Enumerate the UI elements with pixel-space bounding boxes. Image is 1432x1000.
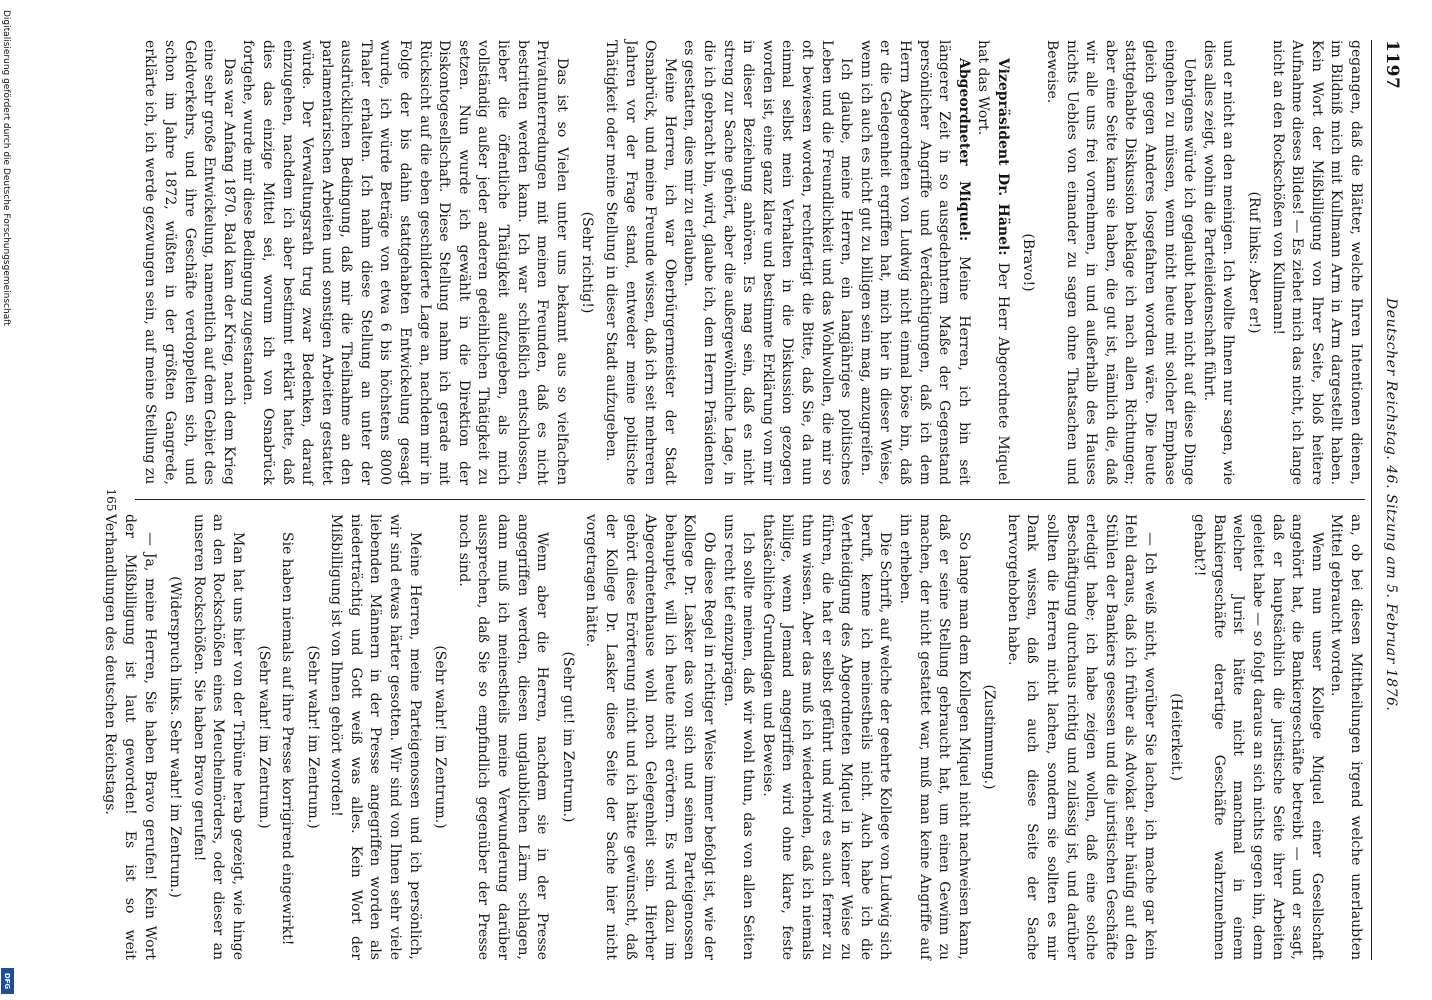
page-title: Deutscher Reichstag. 46. Sitzung am 5. Februar 1876. bbox=[1383, 297, 1399, 712]
digitization-sidebar bbox=[0, 0, 16, 1000]
paragraph: Wenn aber die Herren, nachdem sie in der Presse angegriffen werden, diesen unglaublichen Lärm schlagen, dann muß ich meinestheils meine Verwunderung darüber aussprechen, daß Sie so empfindlich gegenüber der Presse noch sind. bbox=[455, 514, 551, 960]
page-number: 1197 bbox=[1382, 40, 1402, 90]
paragraph: Das war Anfang 1870. Bald kam der Krieg, nach dem Krieg eine sehr große Entwickelung, namentlich auf dem Gebiet des Geldverkehrs, und ihre Geschäfte verdoppelten sich, und schon im Jahre 1872, wüßten in der größten Gangrede, erklärte ich, ich werde gezwungen sein, auf meine Stellung zu bbox=[142, 40, 237, 485]
interjection: (Sehr richtig!) bbox=[579, 211, 596, 314]
page-header bbox=[1371, 40, 1402, 960]
paragraph: Uebrigens würde ich geglaubt haben nicht auf diese Dinge eingehen zu müssen, wenn nicht heute mit solcher Emphase gleich gegen Anderes losgefahren worden wäre. Die heute stattgehabte Diskussion beklage ich nach allen Richtungen; aber eine Seite kann sie haben, die gut ist, nämlich die, daß wir alle uns frei vornehmen, in und außerhalb des Hauses nichts Uebles von einander zu sagen ohne Thatsachen und Beweise. bbox=[1044, 40, 1198, 485]
left-column bbox=[135, 40, 1365, 500]
sheet-number: 165 bbox=[104, 488, 118, 512]
paragraph: Wenn nun unser Kollege Miquel einer Gesellschaft angehört hat, die Bankiergeschäfte betreibt — und er sagt, daß er hauptsächlich die juristische Seite ihrer Arbeiten geleitet habe — so folgt daraus an sich nichts gegen ihn, denn welcher Jurist hätte nicht manchmal in einem Bankiergeschäfte derartige Geschäfte wahrzunehmen gehabt?! bbox=[1191, 514, 1325, 960]
paragraph: So lange man dem Kollegen Miquel nicht nachweisen kann, daß er seine Stellung gebraucht hat, um einen Gewinn zu machen, der nicht gestattet war, muß man keine Angriffe auf ihn erheben. bbox=[896, 514, 972, 960]
paragraph: und er nicht an den meinigen. Ich wollte Ihnen nur sagen, wie dies alles zeigt, wohin die Parteileidenschaft führt. bbox=[1200, 40, 1237, 485]
paragraph: Meine Herren, meine Parteigenossen und ich persönlich, wir sind etwas härter gesotten. Wir sind von Ihnen sehr viele liebenden Männern in der Presse angegriffen worden als niederträchtig und Gott weiß was alles. Kein Wort der Mißbilligung ist von Ihnen gehört worden! bbox=[328, 514, 423, 960]
paragraph: Ich glaube, meine Herren, ein langjähriges politisches Leben und die Freundlichkeit und das Wohlwollen, die mir so oft bewiesen worden, rechtfertigt die Bitte, daß Sie, da nun einmal selbst mein Verhalten in die Diskussion gezogen worden ist, eine ganz klare und bestimmte Erklärung von mir in dieser Beziehung anhören. Es mag sein, daß es nicht streng zur Sache gehört, aber die außergewöhnliche Lage, in die ich gebracht bin, wird, glaube ich, dem Herrn Präsidenten es gestatten, dies mir zu erlauben. bbox=[681, 40, 855, 485]
dfg-logo-text: DFG bbox=[3, 972, 12, 990]
paragraph: Man hat uns hier von der Tribüne herab gezeigt, wie hinge an den Rockschößen eines Meuchelmörders, oder dieser an unseren Rockschößen. Sie haben Bravo gerufen! bbox=[190, 514, 246, 960]
paragraph: Meine Herren, ich war Oberbürgermeister der Stadt Osnabrück, und meine Freunde wissen, daß ich seit mehreren Jahren vor der Frage stand, entweder meine politische Thätigkeit oder meine Stellung in dieser Stadt aufzugeben. bbox=[603, 40, 678, 485]
interjection: (Sehr wahr! im Zentrum.) bbox=[255, 645, 272, 829]
paragraph bbox=[855, 40, 973, 485]
paragraph: Ich sollte meinen, daß wir wohl thun, das von allen Seiten uns recht tief einzuprägen. bbox=[720, 514, 757, 960]
dfg-logo bbox=[1, 968, 14, 994]
paragraph: Das ist so Vielen unter uns bekannt aus so vielfachen Privatunterredungen mit meinen Freunden, daß es nicht bestritten werden kann. Ich war schließlich entschlossen, lieber die öffentliche Thätigkeit aufzugeben, als mich vollständig außer jeder anderen gedeihlichen Thätigkeit zu setzen. Nun wurde ich gewählt in die Direktion der Diskontogesellschaft. Diese Stellung nahm ich gerade mit Rücksicht auf die eben geschilderte Lage an, nachdem mir in Folge der bis dahin stattgehabten Entwickelung gesagt wurde, ich würde Beträge von etwa 6 bis höchstens 8000 Thaler erhalten. Ich nahm diese Stellung an unter der ausdrücklichen Bedingung, daß mir die Theilnahme an den parlamentarischen Arbeiten und sonstigen Arbeiten gestattet würde. Der Verwaltungsrath trug zwar Bedenken, darauf einzugehen, nachdem ich aber bestimmt erklärt hatte, daß dies das einzige Mittel sei, worum ich von Osnabrück fortgehe, wurde mir diese Bedingung zugestanden. bbox=[240, 40, 570, 485]
interjection: (Zustimmung.) bbox=[981, 684, 998, 790]
speaker-name: Abgeordneter Miquel: bbox=[955, 58, 972, 242]
paragraph: — Ja, meine Herren, Sie haben Bravo gerufen! Kein Wort der Mißbilligung ist laut geworden! Es ist so weit Verhandlungen des deutschen Reichstags. bbox=[102, 514, 158, 960]
speaker-text: Meine Herren, ich bin seit längerer Zeit in so ausgedehntem Maße der Gegenstand persönlicher Angriffe und Verdächtigungen, daß ich dem Herrn Abgeordneten von Ludwig nicht einmal böse bin, daß er die Gelegenheit ergriffen hat, mich hier in dieser Weise, wenn ich auch es nicht gut zu billigen sein mag, anzugreifen. bbox=[857, 40, 972, 485]
rotated-newspaper-page bbox=[100, 0, 1416, 1000]
interjection: (Widerspruch links. Sehr wahr! im Zentrum.) bbox=[167, 576, 184, 898]
paragraph: Sie haben niemals auf ihre Presse korrigirend eingewirkt! bbox=[279, 532, 296, 946]
paragraph bbox=[973, 40, 1012, 485]
speaker-text: Der Herr Abgeordnete Miquel hat das Wort. bbox=[975, 40, 1011, 485]
interjection: (Sehr gut! im Zentrum.) bbox=[559, 651, 576, 823]
paragraph: Ob diese Regel in richtiger Weise immer befolgt ist, wie der Kollege Dr. Lasker das von sich und seinen Parteigenossen behauptet, will ich heute nicht erörtern. Es wird dazu im Abgeordnetenhause wohl noch Gelegenheit sein. Hierher gehört diese Erörterung nicht und ich hätte gewünscht, daß der Kollege Dr. Lasker diese Seite der Sache hier nicht vorgetragen hätte. bbox=[583, 514, 717, 960]
paragraph: an, ob bei diesen Mittheilungen irgend welche unerlaubten Mittel gebraucht worden. bbox=[1328, 514, 1364, 960]
interjection: (Bravo!) bbox=[1020, 233, 1037, 292]
interjection: (Sehr wahr! im Zentrum.) bbox=[304, 645, 321, 829]
paragraph: gegangen, daß die Blätter, welche Ihren Intentionen dienen, im Bildniß mich mit Kullmann Arm in Arm dargestellt haben. Kein Wort der Mißbilligung von Ihrer Seite, bloß heitere Aufnahme dieses Bildes! — Es ziehet mich das nicht, ich lange nicht an den Rockschößen von Kullmann! bbox=[1269, 40, 1364, 485]
paragraph: — Ich weiß nicht, worüber Sie lachen, ich mache gar kein Hehl daraus, daß ich früher als Advokat sehr häufig auf den Stühlen der Bankiers gesessen und die juristischen Geschäfte erledigt habe; ich habe zeigen wollen, daß eine solche Beschäftigung durchaus richtig und zulässig ist, und darüber sollten die Herren nicht lachen, sondern sie sollten es mir Dank wissen, daß ich auch diese Seite der Sache hervorgehoben habe. bbox=[1004, 514, 1159, 960]
paragraph: Die Schrift, auf welche der geehrte Kollege von Ludwig sich beruft, kenne ich meinestheils nicht. Auch habe ich die Vertheidigung des Abgeordneten Miquel in keiner Weise zu führen, die hat er selbst geführt und wird es auch ferner zu thun wissen. Aber das muß ich wiederholen, daß ich niemals billige, wenn Jemand angegriffen wird ohne klare, feste thatsächliche Grundlagen und Beweise. bbox=[759, 514, 894, 961]
digitization-credit: Digitalisierung gefördert durch die Deutsche Forschungsgemeinschaft bbox=[1, 10, 11, 326]
interjection: (Heiterkeit.) bbox=[1167, 693, 1184, 781]
interjection: (Sehr wahr! im Zentrum.) bbox=[432, 645, 449, 829]
interjection: (Ruf links: Aber er!) bbox=[1246, 191, 1263, 334]
speaker-name: Vizepräsident Dr. Hänel: bbox=[994, 58, 1011, 256]
